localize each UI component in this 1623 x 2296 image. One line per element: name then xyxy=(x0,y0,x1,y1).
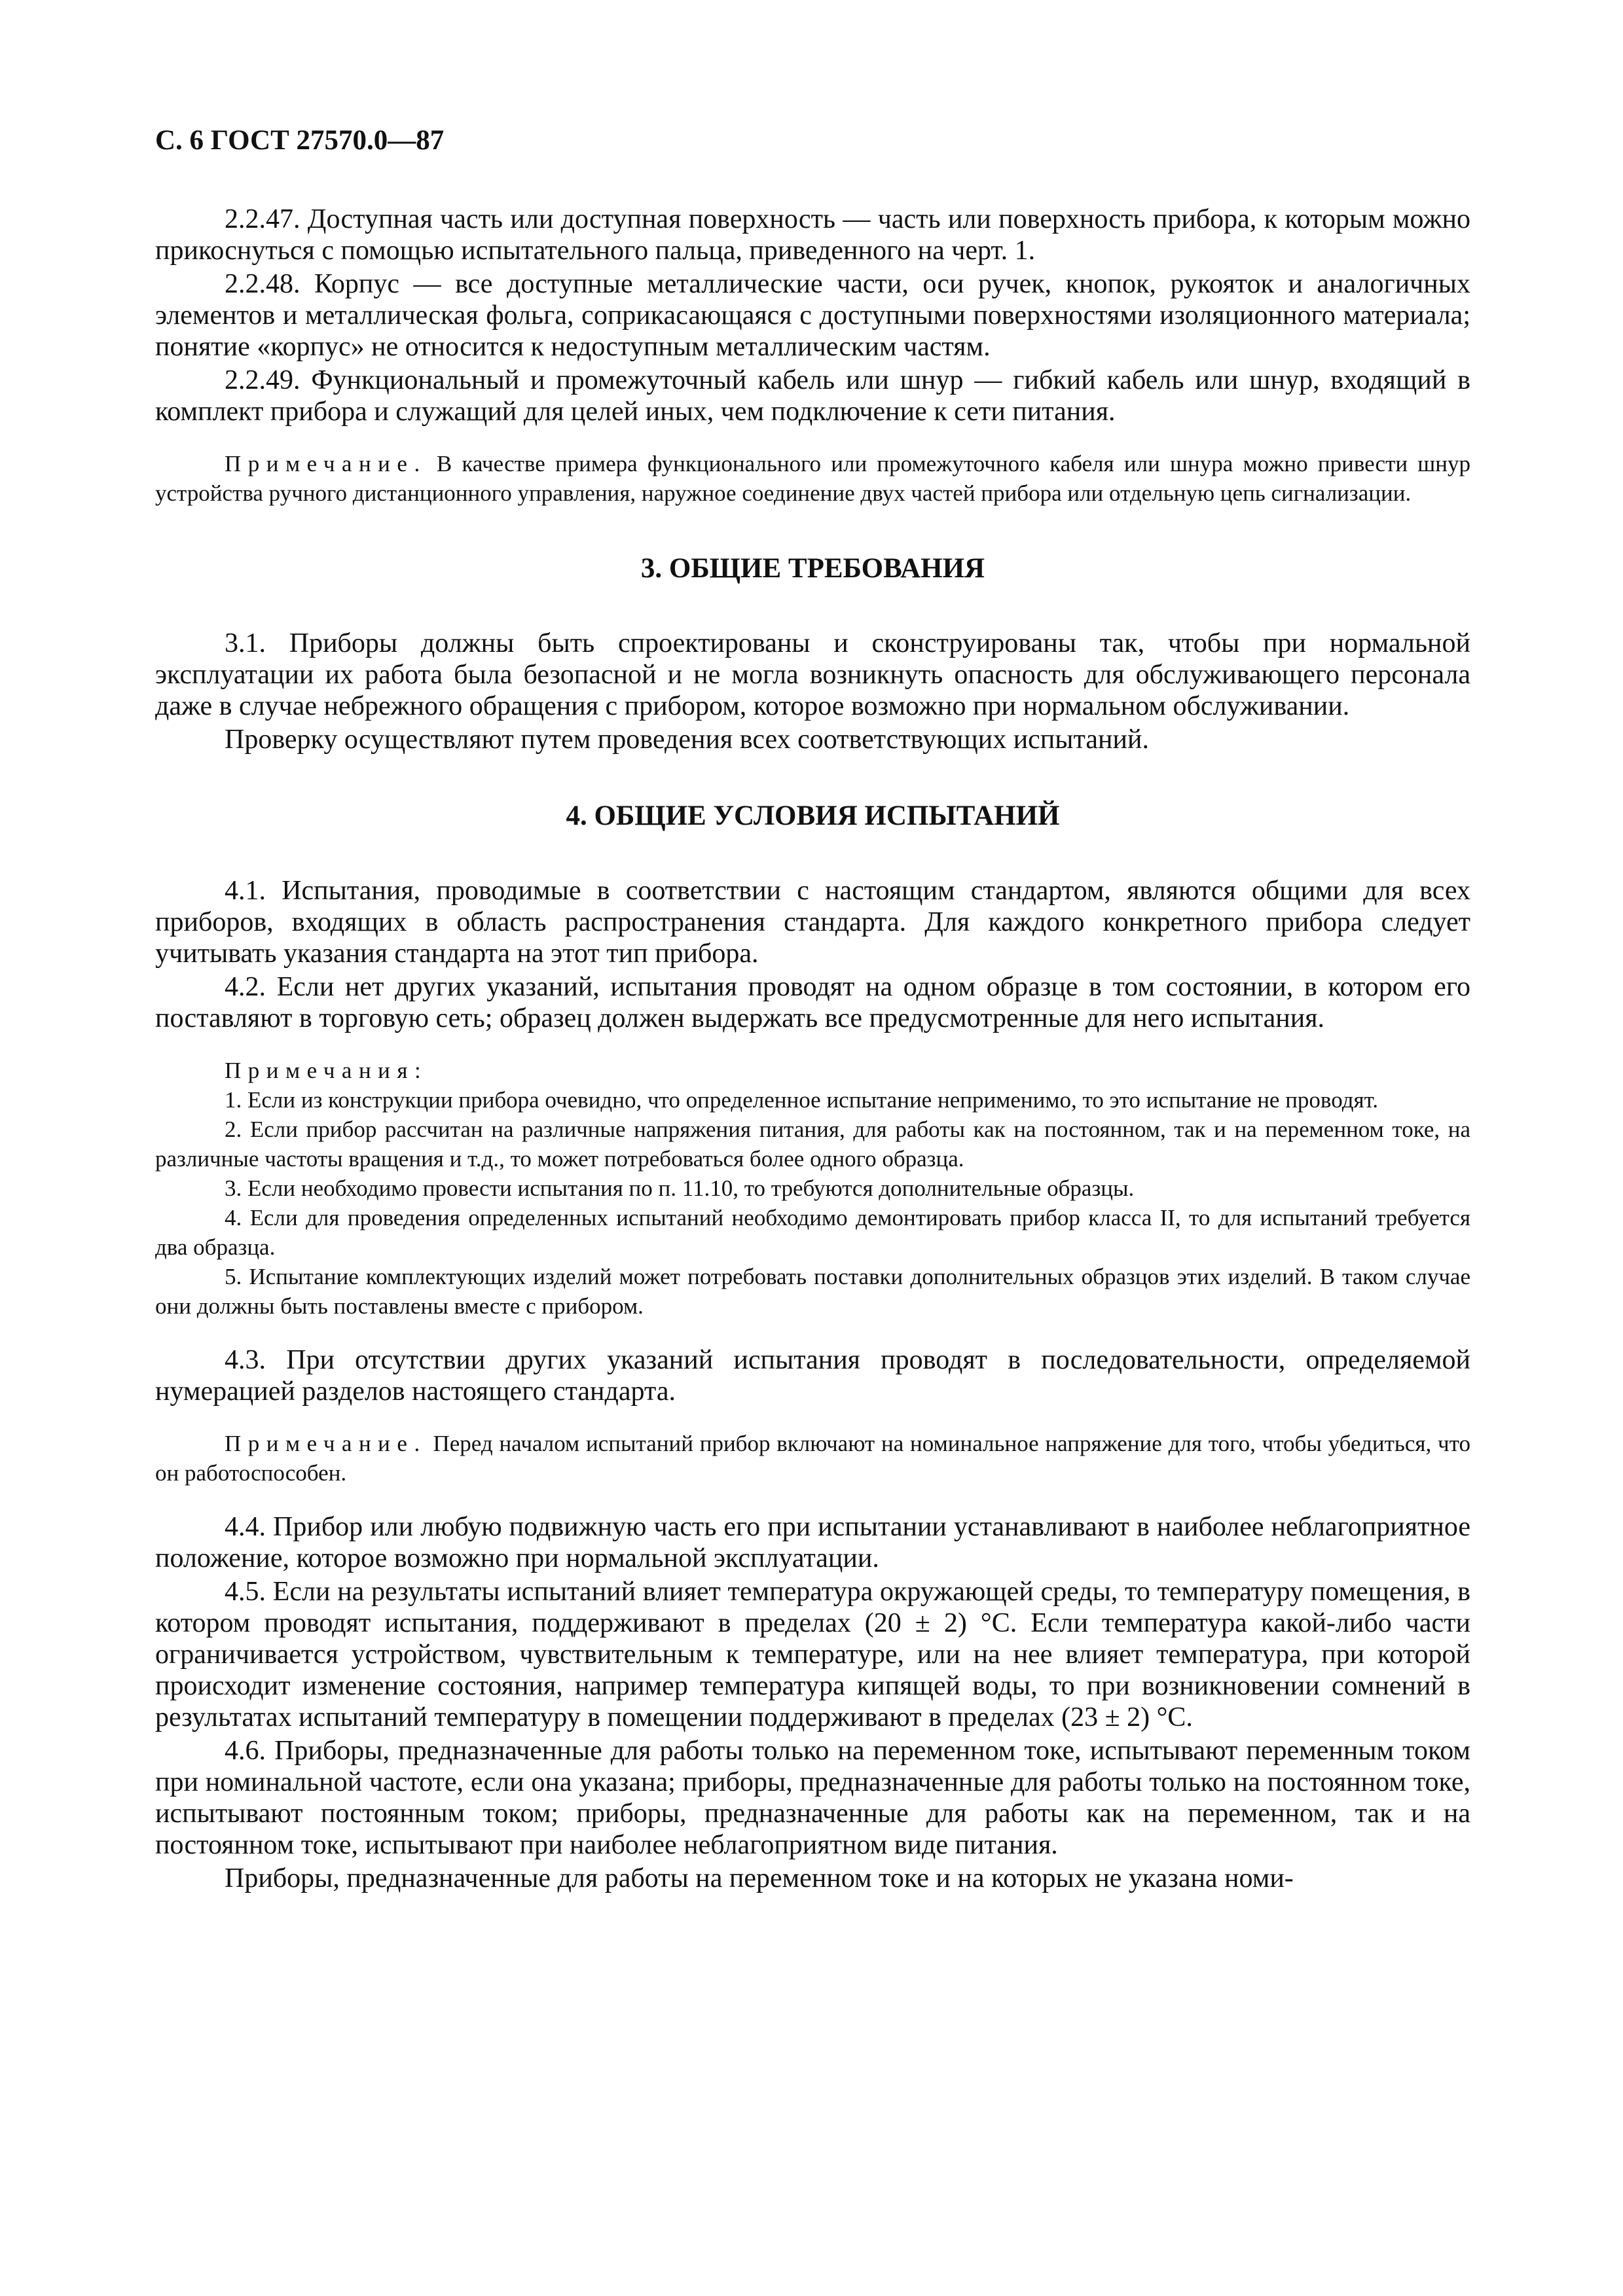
notes-4-2 xyxy=(155,1056,1470,1321)
clause-4-3: 4.3. При отсутствии других указаний испытания проводят в последовательности, определяемой нумерацией разделов настоящего стандарта. xyxy=(155,1345,1470,1407)
clause-3-1-check: Проверку осуществляют путем проведения всех соответствующих испытаний. xyxy=(225,725,1149,755)
notes-label: Примечания: xyxy=(225,1058,428,1083)
section-3-title: 3. ОБЩИЕ ТРЕБОВАНИЯ xyxy=(640,553,985,584)
clause-4-4: 4.4. Прибор или любую подвижную часть его при испытании устанавливают в наиболее неблагоприятное положение, которое возможно при нормальной эксплуатации. xyxy=(155,1512,1470,1573)
note-4-2-3: 3. Если необходимо провести испытания по п. 11.10, то требуются дополнительные образцы. xyxy=(225,1175,1135,1201)
note-label: Примечание. xyxy=(225,1431,427,1456)
clause-4-2: 4.2. Если нет других указаний, испытания проводят на одном образце в том состоянии, в котором его поставляют в торговую сеть; образец должен выдержать все предусмотренные для него испытания. xyxy=(155,972,1470,1033)
clause-2-2-47: 2.2.47. Доступная часть или доступная поверхность — часть или поверхность прибора, к которым можно прикоснуться с помощью испытательного пальца, приведенного на черт. 1. xyxy=(155,204,1470,266)
note-label: Примечание. xyxy=(225,451,427,476)
clause-2-2-49: 2.2.49. Функциональный и промежуточный кабель или шнур — гибкий кабель или шнур, входящий в комплект прибора и служащий для целей иных, чем подключение к сети питания. xyxy=(155,365,1470,427)
note-4-2-1: 1. Если из конструкции прибора очевидно, что определенное испытание неприменимо, то это испытание не проводят. xyxy=(225,1087,1379,1113)
clause-2-2-48: 2.2.48. Корпус — все доступные металлические части, оси ручек, кнопок, рукояток и аналогичных элементов и металлическая фольга, соприкасающаяся с доступными поверхностями изоляционного материала; понятие «корпус» не относится к недоступным металлическим частям. xyxy=(155,269,1470,362)
clause-4-6: 4.6. Приборы, предназначенные для работы только на переменном токе, испытывают переменным током при номинальной частоте, если она указана; приборы, предназначенные для работы только на постоянном токе, испытывают постоянным током; приборы, предназначенные для работы как на переменном, так и на постоянном токе, испытывают при наиболее неблагоприятном виде питания. xyxy=(155,1736,1470,1860)
note-4-2-4: 4. Если для проведения определенных испытаний необходимо демонтировать прибор класса II, то для испытаний требуется два образца. xyxy=(155,1205,1470,1260)
section-4-title: 4. ОБЩИЕ УСЛОВИЯ ИСПЫТАНИЙ xyxy=(566,800,1060,831)
note-text: Перед началом испытаний прибор включают на номинальное напряжение для того, чтобы убедиться, что он работоспособен. xyxy=(155,1431,1470,1486)
note-text: В качестве примера функционального или промежуточного кабеля или шнура можно привести шнур устройства ручного дистанционного управления, наружное соединение двух частей прибора или отдельную цепь сигнализации. xyxy=(155,451,1470,506)
clause-4-6-continued: Приборы, предназначенные для работы на переменном токе и на которых не указана номи- xyxy=(225,1863,1294,1893)
clause-4-5: 4.5. Если на результаты испытаний влияет температура окружающей среды, то температуру помещения, в котором проводят испытания, поддерживают в пределах (20 ± 2) °С. Если температура какой-либо части ограничивается устройством, чувствительным к температуре, или на нее влияет температура, при которой происходит изменение состояния, например температура кипящей воды, то при возникновении сомнений в результатах испытаний температуру в помещении поддерживают в пределах (23 ± 2) °С. xyxy=(155,1577,1470,1732)
clause-3-1: 3.1. Приборы должны быть спроектированы и сконструированы так, чтобы при нормальной эксплуатации их работа была безопасной и не могла возникнуть опасность для обслуживающего персонала даже в случае небрежного обращения с прибором, которое возможно при нормальном обслуживании. xyxy=(155,628,1470,721)
note-4-3 xyxy=(155,1429,1470,1488)
clause-4-1: 4.1. Испытания, проводимые в соответствии с настоящим стандартом, являются общими для всех приборов, входящих в область распространения стандарта. Для каждого конкретного прибора следует учитывать указания стандарта на этот тип прибора. xyxy=(155,876,1470,969)
note-4-2-2: 2. Если прибор рассчитан на различные напряжения питания, для работы как на постоянном, так и на переменном токе, на различные частоты вращения и т.д., то может потребоваться более одного образца. xyxy=(155,1117,1470,1172)
note-4-2-5: 5. Испытание комплектующих изделий может потребовать поставки дополнительных образцов этих изделий. В таком случае они должны быть поставлены вместе с прибором. xyxy=(155,1264,1470,1319)
note-2-2-49 xyxy=(155,449,1470,508)
running-head: С. 6 ГОСТ 27570.0—87 xyxy=(155,125,445,156)
